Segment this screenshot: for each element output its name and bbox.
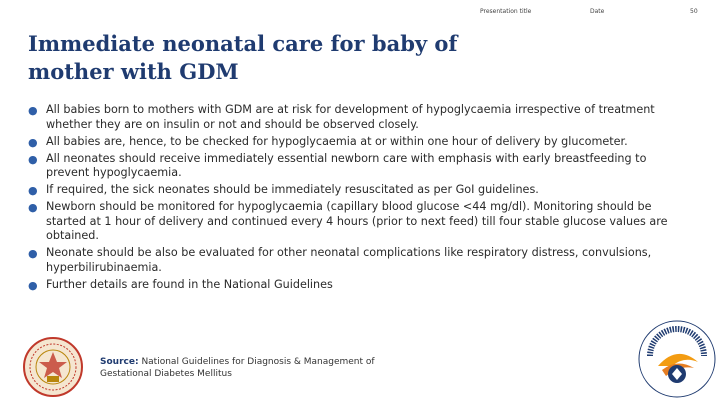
- bullet-text: All neonates should receive immediately essential newborn care with emphasis with early breastfeeding to prevent hypoglycaemia.: [46, 151, 647, 180]
- bullet-icon: ●: [28, 247, 38, 261]
- state-emblem-icon: [22, 336, 84, 398]
- source-line-2: Gestational Diabetes Mellitus: [100, 369, 232, 379]
- list-item: [28, 152, 688, 181]
- title-line-2: mother with GDM: [28, 59, 239, 84]
- bullet-text: Newborn should be monitored for hypoglycaemia (capillary blood glucose <44 mg/dl). Monitoring should be started at 1 hour of delivery and continued every 4 hours (prior to next feed) till four stable glucose values are obtained.: [46, 200, 668, 243]
- bullet-text: Neonate should be also be evaluated for other neonatal complications like respiratory distress, convulsions, hyperbilirubinaemia.: [46, 246, 652, 274]
- page-title: [28, 30, 628, 86]
- list-item: [28, 200, 688, 244]
- bullet-icon: ●: [28, 184, 38, 198]
- bullet-icon: ●: [28, 201, 38, 215]
- bullet-icon: ●: [28, 152, 38, 166]
- header-date: Date: [590, 8, 605, 15]
- list-item: [28, 135, 688, 150]
- bullet-text: If required, the sick neonates should be immediately resuscitated as per GoI guidelines.: [46, 183, 539, 197]
- source-label: Source:: [100, 357, 139, 367]
- header-page-number: 50: [690, 8, 698, 15]
- bullet-text: All babies born to mothers with GDM are at risk for development of hypoglycaemia irrespective of treatment whether they are on insulin or not and should be observed closely.: [46, 103, 655, 131]
- list-item: [28, 103, 688, 132]
- source-citation: [100, 356, 430, 380]
- list-item: [28, 246, 688, 275]
- bullet-text: Further details are found in the National Guidelines: [46, 278, 333, 292]
- list-item: [28, 278, 688, 293]
- bullet-icon: ●: [28, 279, 38, 293]
- bullet-icon: ●: [28, 104, 38, 117]
- header-presentation-title: Presentation title: [480, 8, 532, 15]
- bullet-text: All babies are, hence, to be checked for hypoglycaemia at or within one hour of delivery by glucometer.: [46, 134, 628, 148]
- source-line-1: National Guidelines for Diagnosis & Management of: [141, 357, 375, 367]
- bullet-list: [28, 103, 688, 295]
- title-line-1: Immediate neonatal care for baby of: [28, 31, 458, 56]
- list-item: [28, 183, 688, 198]
- bullet-icon: ●: [28, 135, 38, 149]
- health-mission-logo-icon: [636, 318, 718, 400]
